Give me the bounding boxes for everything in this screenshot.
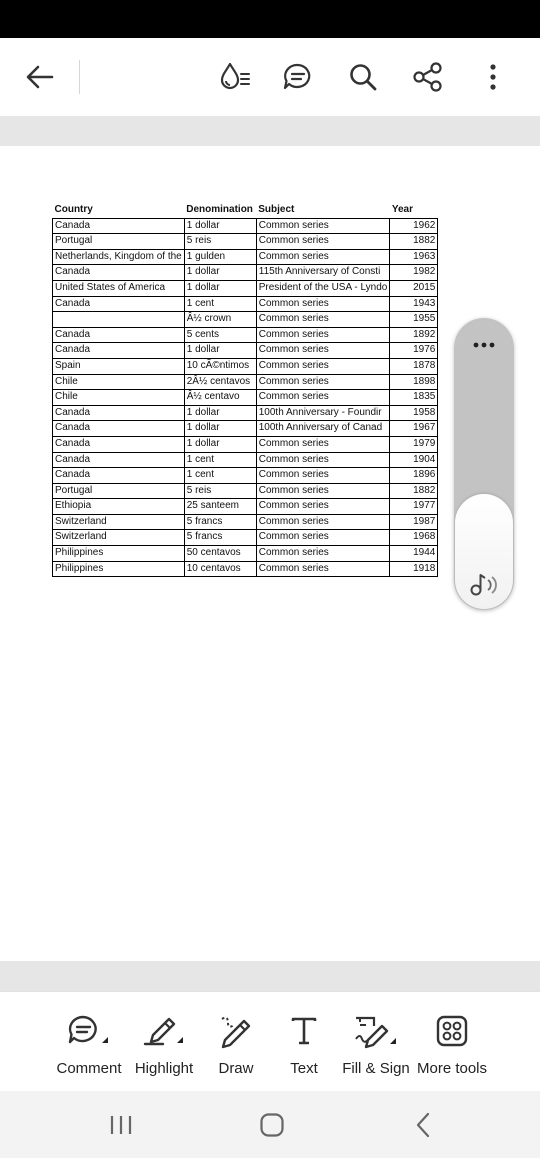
cell-subject: Common series (256, 218, 390, 234)
cell-year: 1944 (390, 546, 438, 562)
cell-denomination: 25 santeem (184, 499, 256, 515)
cell-subject: 100th Anniversary - Foundir (256, 405, 390, 421)
column-header-year: Year (391, 204, 413, 215)
fill-sign-icon (352, 1013, 400, 1049)
cell-year: 1904 (390, 452, 438, 468)
cell-denomination: 5 reis (184, 483, 256, 499)
cell-subject: Common series (256, 546, 390, 562)
cell-country: United States of America (53, 280, 185, 296)
column-header-subject: Subject (258, 204, 295, 215)
table-row (53, 514, 438, 530)
table-row (53, 296, 438, 312)
cell-year: 1977 (390, 499, 438, 515)
status-bar (0, 0, 540, 38)
table-row (53, 530, 438, 546)
more-tools-button[interactable] (414, 1006, 490, 1086)
draw-icon (216, 1013, 256, 1049)
draw-tool-label: Draw (218, 1060, 254, 1077)
cell-subject: Common series (256, 343, 390, 359)
cell-year: 2015 (390, 280, 438, 296)
cell-year: 1968 (390, 530, 438, 546)
cell-year: 1955 (390, 312, 438, 328)
nav-back-button[interactable] (393, 1103, 453, 1147)
table-row (53, 343, 438, 359)
cell-denomination: 1 cent (184, 296, 256, 312)
table-row (53, 468, 438, 484)
highlight-icon (141, 1013, 187, 1049)
cell-subject: Common series (256, 468, 390, 484)
page-gap-top (0, 116, 540, 146)
cell-year: 1962 (390, 218, 438, 234)
column-header-denomination: Denomination (186, 204, 253, 215)
cell-subject: Common series (256, 436, 390, 452)
page-gap-bottom (0, 961, 540, 991)
cell-denomination: 2Â½ centavos (184, 374, 256, 390)
cell-year: 1963 (390, 249, 438, 265)
cell-subject: Common series (256, 530, 390, 546)
cell-denomination: Â½ crown (184, 312, 256, 328)
table-row (53, 390, 438, 406)
cell-country: Canada (53, 436, 185, 452)
cell-country: Ethiopia (53, 499, 185, 515)
cell-country: Canada (53, 421, 185, 437)
cell-country: Chile (53, 374, 185, 390)
table-row (53, 499, 438, 515)
back-button[interactable] (14, 38, 66, 116)
cell-year: 1979 (390, 436, 438, 452)
cell-denomination: 5 cents (184, 327, 256, 343)
cell-year: 1882 (390, 234, 438, 250)
read-aloud-button[interactable] (464, 566, 504, 602)
cell-year: 1987 (390, 514, 438, 530)
more-horizontal-icon (472, 342, 496, 348)
cell-denomination: 1 gulden (184, 249, 256, 265)
table-row (53, 327, 438, 343)
table-row (53, 218, 438, 234)
cell-subject: 115th Anniversary of Consti (256, 265, 390, 281)
cell-subject: Common series (256, 327, 390, 343)
cell-country: Chile (53, 390, 185, 406)
draw-tool[interactable] (206, 1006, 266, 1086)
cell-country: Canada (53, 296, 185, 312)
cell-country: Netherlands, Kingdom of the (53, 249, 185, 265)
more-tools-icon (436, 1015, 468, 1047)
cell-country: Portugal (53, 483, 185, 499)
cell-denomination: 1 dollar (184, 265, 256, 281)
cell-subject: 100th Anniversary of Canad (256, 421, 390, 437)
cell-denomination: 1 dollar (184, 218, 256, 234)
cell-country: Spain (53, 358, 185, 374)
cell-subject: Common series (256, 358, 390, 374)
cell-year: 1882 (390, 483, 438, 499)
cell-denomination: 1 dollar (184, 343, 256, 359)
table-row (53, 436, 438, 452)
cell-country: Switzerland (53, 530, 185, 546)
cell-country: Switzerland (53, 514, 185, 530)
cell-subject: Common series (256, 249, 390, 265)
share-button[interactable] (402, 38, 454, 116)
comments-button[interactable] (272, 38, 324, 116)
search-icon (348, 62, 378, 92)
cell-subject: Common series (256, 234, 390, 250)
cell-denomination: 1 dollar (184, 405, 256, 421)
table-row (53, 312, 438, 328)
cell-year: 1943 (390, 296, 438, 312)
more-options-button[interactable] (467, 38, 519, 116)
cell-subject: Common series (256, 499, 390, 515)
table-row (53, 452, 438, 468)
cell-subject: Common series (256, 374, 390, 390)
bottom-toolbar (0, 991, 540, 1092)
cell-country: Canada (53, 343, 185, 359)
cell-denomination: 1 dollar (184, 280, 256, 296)
liquid-mode-icon (217, 61, 251, 93)
cell-denomination: Â½ centavo (184, 390, 256, 406)
recent-apps-icon (109, 1114, 133, 1136)
more-tools-label: More tools (416, 1060, 488, 1077)
comment-tool-label: Comment (56, 1060, 122, 1077)
table-row (53, 421, 438, 437)
cell-year: 1896 (390, 468, 438, 484)
text-icon (289, 1015, 319, 1047)
table-row (53, 280, 438, 296)
cell-country: Canada (53, 405, 185, 421)
read-aloud-panel[interactable] (454, 318, 514, 610)
cell-denomination: 10 cÃ©ntimos (184, 358, 256, 374)
home-button[interactable] (242, 1103, 302, 1147)
highlight-tool[interactable] (128, 1006, 200, 1086)
table-row (53, 358, 438, 374)
liquid-mode-button[interactable] (208, 38, 260, 116)
cell-year: 1958 (390, 405, 438, 421)
comment-tool[interactable] (50, 1006, 128, 1086)
table-row (53, 561, 438, 577)
comments-icon (282, 62, 314, 92)
cell-year: 1976 (390, 343, 438, 359)
read-aloud-icon (468, 570, 500, 598)
cell-subject: Common series (256, 390, 390, 406)
table-row (53, 234, 438, 250)
home-icon (259, 1112, 285, 1138)
cell-year: 1898 (390, 374, 438, 390)
cell-year: 1892 (390, 327, 438, 343)
cell-denomination: 10 centavos (184, 561, 256, 577)
cell-subject: Common series (256, 452, 390, 468)
data-table (52, 203, 438, 577)
cell-subject: President of the USA - Lyndo (256, 280, 390, 296)
cell-subject: Common series (256, 483, 390, 499)
cell-year: 1967 (390, 421, 438, 437)
cell-country: Canada (53, 452, 185, 468)
column-header-country: Country (54, 204, 93, 215)
cell-year: 1982 (390, 265, 438, 281)
cell-country: Canada (53, 265, 185, 281)
app-bar (0, 38, 540, 116)
cell-country: Canada (53, 468, 185, 484)
cell-subject: Common series (256, 296, 390, 312)
recent-apps-button[interactable] (91, 1103, 151, 1147)
fill-sign-tool-label: Fill & Sign (342, 1060, 410, 1077)
cell-denomination: 1 dollar (184, 436, 256, 452)
cell-year: 1918 (390, 561, 438, 577)
table-row (53, 265, 438, 281)
table-row (53, 405, 438, 421)
cell-subject: Common series (256, 561, 390, 577)
appbar-divider (79, 60, 80, 94)
comment-icon (66, 1013, 112, 1049)
arrow-left-icon (25, 64, 55, 90)
cell-year: 1878 (390, 358, 438, 374)
cell-country: Philippines (53, 546, 185, 562)
table-row (53, 483, 438, 499)
cell-country: Philippines (53, 561, 185, 577)
text-tool[interactable] (276, 1006, 332, 1086)
cell-denomination: 5 francs (184, 530, 256, 546)
panel-more-button[interactable] (454, 332, 514, 358)
cell-denomination: 5 francs (184, 514, 256, 530)
cell-denomination: 50 centavos (184, 546, 256, 562)
table-row (53, 249, 438, 265)
more-vertical-icon (489, 63, 497, 91)
cell-denomination: 1 cent (184, 468, 256, 484)
cell-country: Canada (53, 218, 185, 234)
table-header-row (53, 203, 438, 218)
text-tool-label: Text (290, 1060, 318, 1077)
table-row (53, 374, 438, 390)
cell-subject: Common series (256, 514, 390, 530)
cell-country: Canada (53, 327, 185, 343)
cell-denomination: 1 dollar (184, 421, 256, 437)
cell-denomination: 1 cent (184, 452, 256, 468)
cell-country: Portugal (53, 234, 185, 250)
cell-denomination: 5 reis (184, 234, 256, 250)
cell-year: 1835 (390, 390, 438, 406)
highlight-tool-label: Highlight (134, 1060, 194, 1077)
fill-sign-tool[interactable] (338, 1006, 414, 1086)
search-button[interactable] (337, 38, 389, 116)
share-icon (412, 62, 444, 92)
cell-country (53, 312, 185, 328)
system-nav-bar (0, 1091, 540, 1158)
nav-back-icon (415, 1112, 431, 1138)
cell-subject: Common series (256, 312, 390, 328)
table-row (53, 546, 438, 562)
